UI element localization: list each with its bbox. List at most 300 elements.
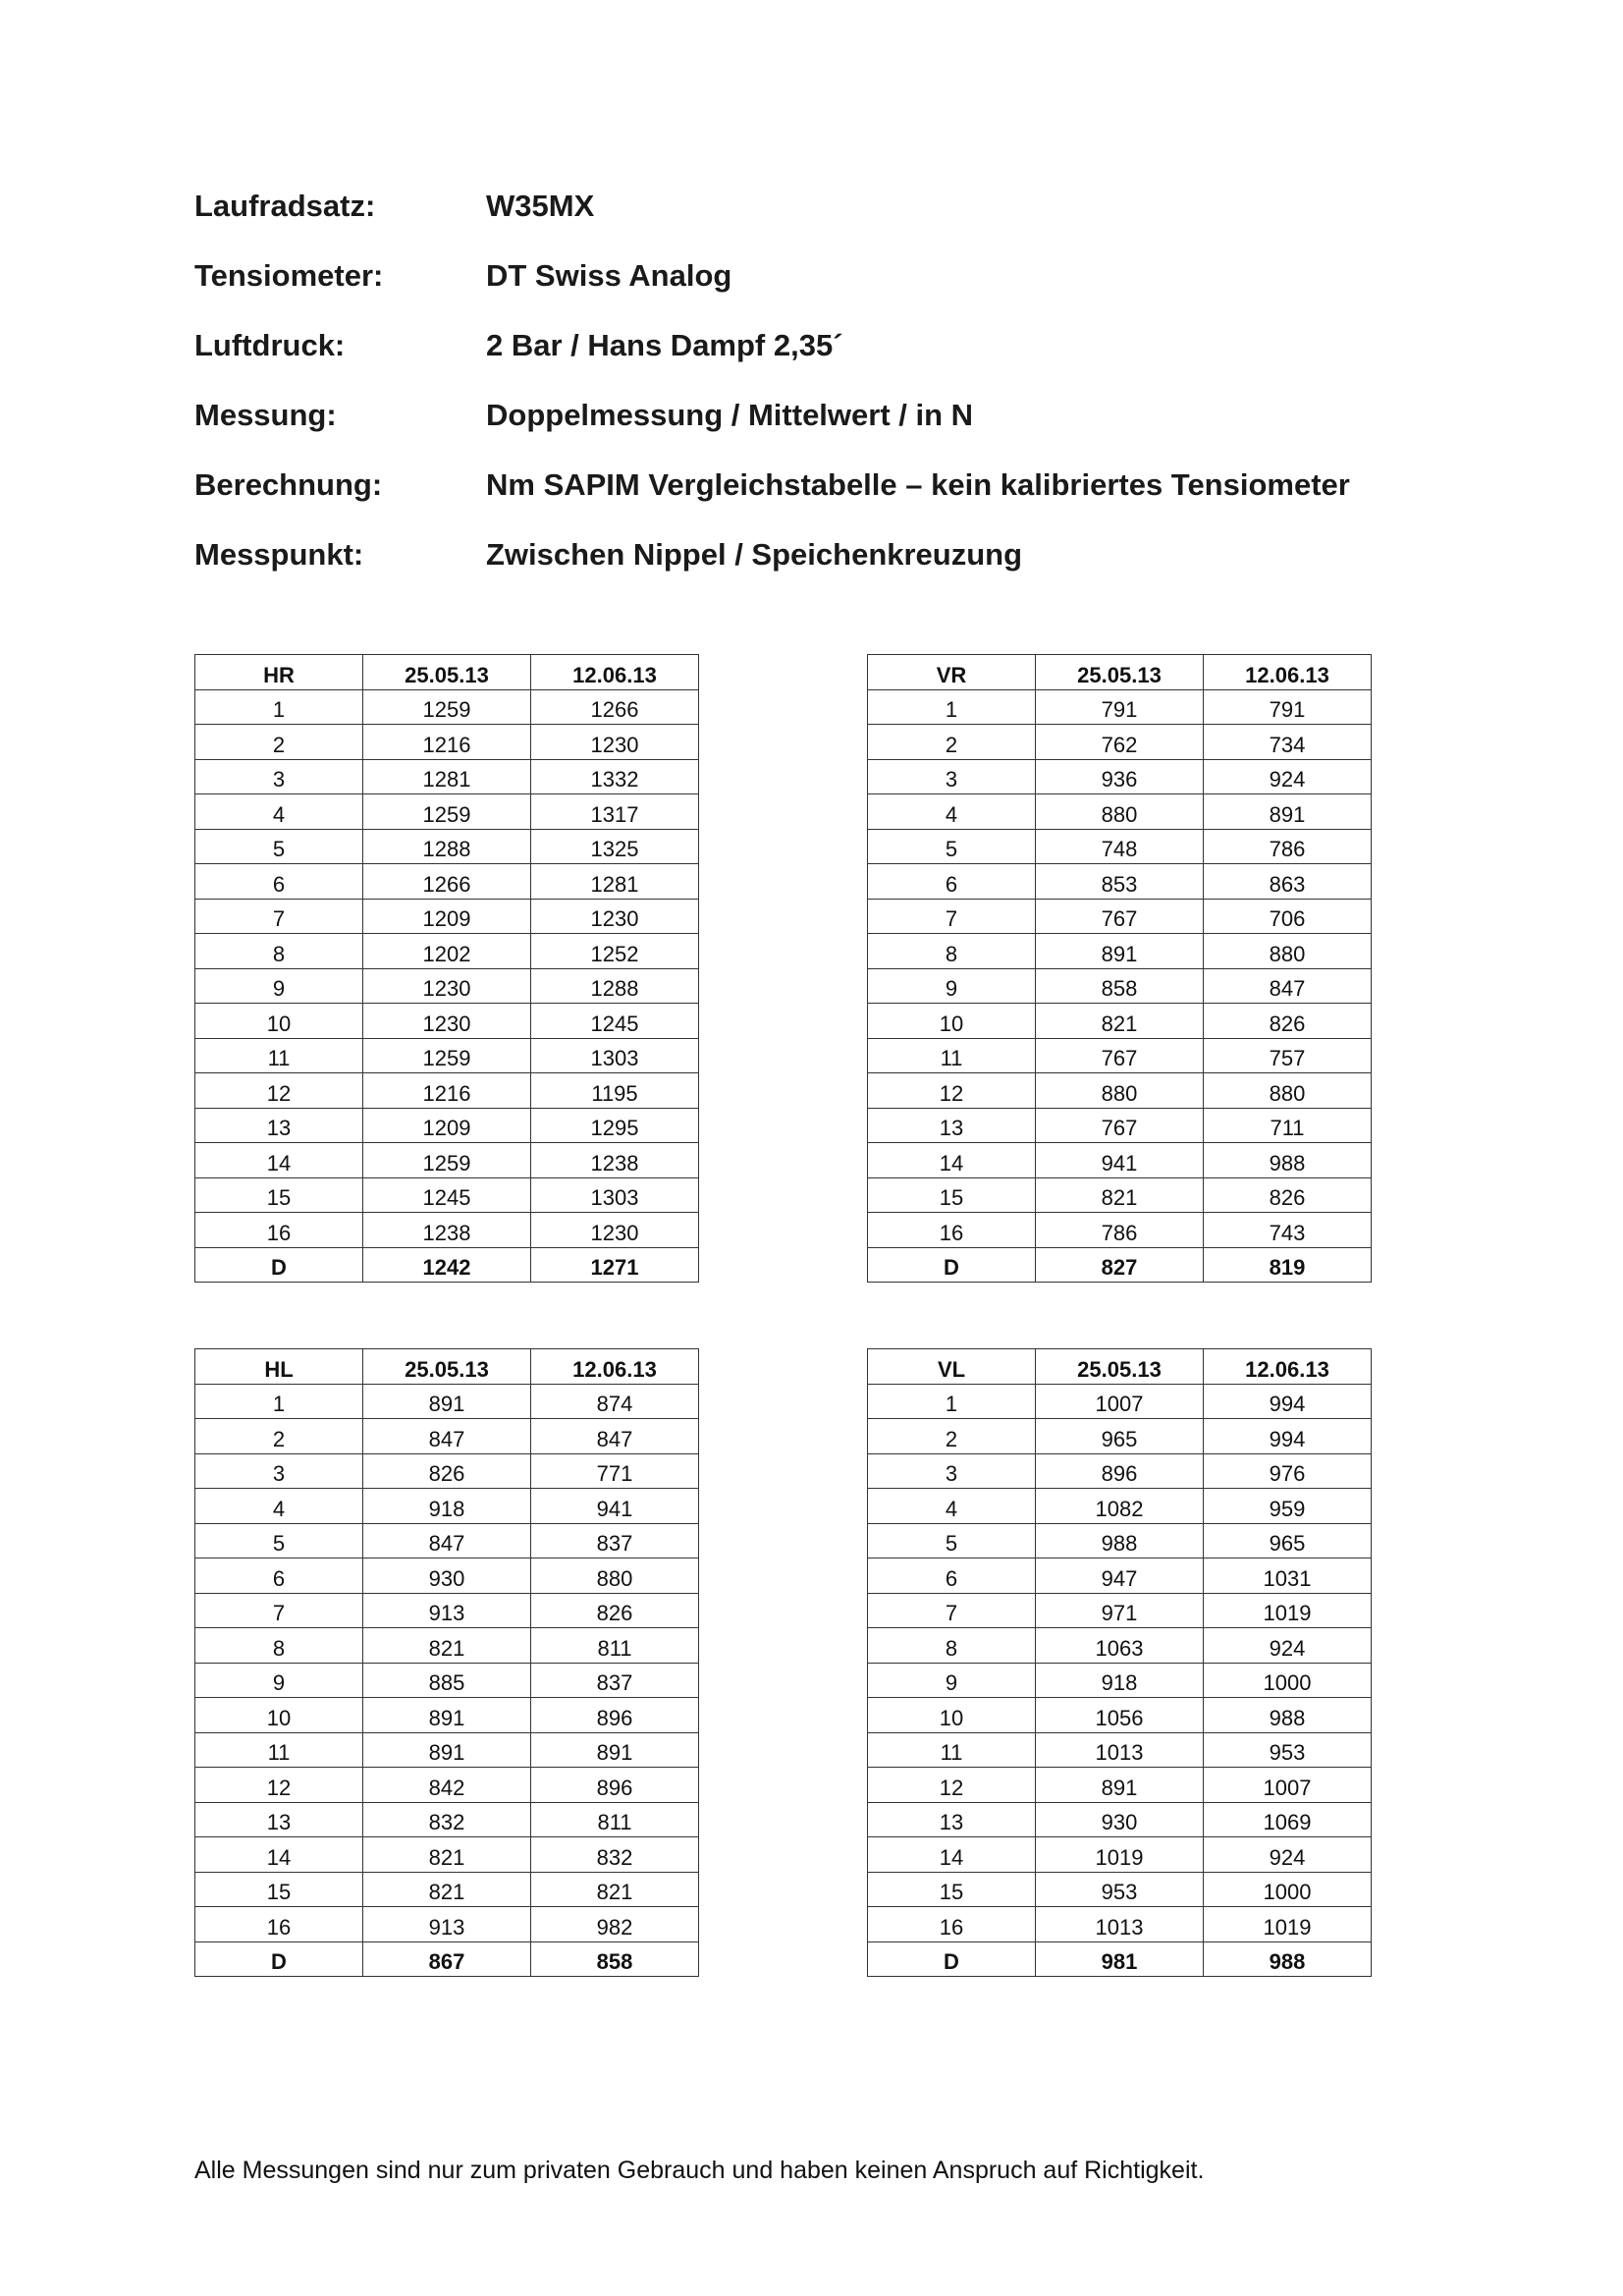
- table-cell: 891: [363, 1732, 531, 1768]
- table-row: [195, 1453, 699, 1489]
- table-cell: 988: [1204, 1698, 1372, 1733]
- table-cell: 1259: [363, 794, 531, 830]
- table-cell: 786: [1036, 1213, 1204, 1248]
- table-cell: 706: [1204, 899, 1372, 934]
- table-cell: 767: [1036, 1038, 1204, 1073]
- table-cell: 791: [1036, 689, 1204, 725]
- table-cell: 1000: [1204, 1872, 1372, 1907]
- average-cell: 858: [531, 1941, 699, 1977]
- table-cell: 16: [868, 1907, 1036, 1942]
- table-row: [868, 968, 1372, 1004]
- table-cell: 847: [531, 1419, 699, 1454]
- table-cell: 1013: [1036, 1732, 1204, 1768]
- table-cell: 3: [868, 1453, 1036, 1489]
- table-cell: 1209: [363, 899, 531, 934]
- table-cell: 9: [195, 1663, 363, 1698]
- table-cell: 853: [1036, 864, 1204, 900]
- table-row: [868, 864, 1372, 900]
- table-cell: 891: [363, 1384, 531, 1419]
- column-header: 12.06.13: [1204, 1349, 1372, 1385]
- average-cell: 981: [1036, 1941, 1204, 1977]
- average-cell: 1271: [531, 1247, 699, 1283]
- table-header-row: [195, 1349, 699, 1385]
- table-row: [868, 899, 1372, 934]
- table-cell: 6: [868, 864, 1036, 900]
- table-header-row: [868, 655, 1372, 690]
- table-cell: 913: [363, 1593, 531, 1628]
- table-cell: 1238: [531, 1143, 699, 1178]
- average-cell: D: [195, 1247, 363, 1283]
- table-row: [868, 1837, 1372, 1873]
- table-cell: 880: [1204, 934, 1372, 969]
- table-cell: 994: [1204, 1384, 1372, 1419]
- table-cell: 1303: [531, 1177, 699, 1213]
- table-cell: 826: [1204, 1177, 1372, 1213]
- table-cell: 1019: [1036, 1837, 1204, 1873]
- table-cell: 891: [363, 1698, 531, 1733]
- table-cell: 6: [868, 1558, 1036, 1594]
- info-value: Zwischen Nippel / Speichenkreuzung: [486, 537, 1023, 572]
- table-row: [868, 829, 1372, 864]
- table-cell: 880: [1036, 1073, 1204, 1109]
- table-cell: 947: [1036, 1558, 1204, 1594]
- table-cell: 988: [1204, 1143, 1372, 1178]
- table-row: [195, 934, 699, 969]
- table-cell: 821: [531, 1872, 699, 1907]
- table-row: [868, 725, 1372, 760]
- table-cell: 1266: [363, 864, 531, 900]
- table-row: [195, 1663, 699, 1698]
- table-row: [195, 1523, 699, 1558]
- table-cell: 1303: [531, 1038, 699, 1073]
- info-value: Doppelmessung / Mittelwert / in N: [486, 398, 974, 432]
- table-row: [195, 1108, 699, 1143]
- table-cell: 711: [1204, 1108, 1372, 1143]
- table-cell: 826: [363, 1453, 531, 1489]
- table-cell: 1295: [531, 1108, 699, 1143]
- table-cell: 15: [195, 1872, 363, 1907]
- table-cell: 826: [531, 1593, 699, 1628]
- table-cell: 821: [363, 1872, 531, 1907]
- info-label: Laufradsatz:: [194, 189, 376, 223]
- info-label: Berechnung:: [194, 467, 383, 502]
- table-cell: 11: [195, 1732, 363, 1768]
- table-cell: 7: [195, 1593, 363, 1628]
- table-row: [195, 1177, 699, 1213]
- table-row: [195, 759, 699, 794]
- table-cell: 12: [868, 1768, 1036, 1803]
- table-cell: 832: [363, 1802, 531, 1837]
- column-header: 25.05.13: [1036, 1349, 1204, 1385]
- table-row: [868, 1384, 1372, 1419]
- average-cell: D: [868, 1941, 1036, 1977]
- table-vl: [867, 1348, 1372, 1977]
- table-cell: 771: [531, 1453, 699, 1489]
- table-cell: 7: [868, 899, 1036, 934]
- table-cell: 762: [1036, 725, 1204, 760]
- footer-disclaimer: Alle Messungen sind nur zum privaten Gebrauch und haben keinen Anspruch auf Richtigkeit.: [194, 2157, 1205, 2184]
- table-cell: 10: [195, 1004, 363, 1039]
- table-cell: 8: [868, 934, 1036, 969]
- table-hl: [194, 1348, 699, 1977]
- table-cell: 13: [868, 1108, 1036, 1143]
- table-row: [195, 1698, 699, 1733]
- table-cell: 11: [195, 1038, 363, 1073]
- table-cell: 1063: [1036, 1628, 1204, 1664]
- table-cell: 14: [195, 1837, 363, 1873]
- table-cell: 1195: [531, 1073, 699, 1109]
- table-header-row: [868, 1349, 1372, 1385]
- table-row: [868, 1663, 1372, 1698]
- table-cell: 1202: [363, 934, 531, 969]
- table-cell: 988: [1036, 1523, 1204, 1558]
- average-row: [195, 1247, 699, 1283]
- table-cell: 10: [868, 1004, 1036, 1039]
- table-cell: 6: [195, 864, 363, 900]
- table-cell: 1069: [1204, 1802, 1372, 1837]
- table-cell: 1325: [531, 829, 699, 864]
- table-row: [195, 1872, 699, 1907]
- table-row: [868, 1768, 1372, 1803]
- table-cell: 953: [1036, 1872, 1204, 1907]
- table-cell: 12: [195, 1073, 363, 1109]
- table-cell: 11: [868, 1038, 1036, 1073]
- table-cell: 847: [363, 1419, 531, 1454]
- table-cell: 858: [1036, 968, 1204, 1004]
- table-row: [195, 1419, 699, 1454]
- table-row: [195, 725, 699, 760]
- table-row: [868, 1698, 1372, 1733]
- table-cell: 1317: [531, 794, 699, 830]
- table-cell: 1332: [531, 759, 699, 794]
- table-cell: 10: [195, 1698, 363, 1733]
- table-cell: 15: [868, 1177, 1036, 1213]
- table-row: [868, 1108, 1372, 1143]
- table-row: [868, 794, 1372, 830]
- table-cell: 837: [531, 1663, 699, 1698]
- table-row: [868, 1419, 1372, 1454]
- table-row: [195, 689, 699, 725]
- table-cell: 757: [1204, 1038, 1372, 1073]
- table-cell: 1288: [531, 968, 699, 1004]
- table-cell: 1082: [1036, 1489, 1204, 1524]
- column-header: 25.05.13: [1036, 655, 1204, 690]
- info-value: W35MX: [486, 189, 595, 223]
- table-cell: 1019: [1204, 1593, 1372, 1628]
- info-label: Tensiometer:: [194, 258, 384, 293]
- table-row: [195, 1004, 699, 1039]
- table-row: [195, 1802, 699, 1837]
- table-cell: 12: [868, 1073, 1036, 1109]
- column-header: HR: [195, 655, 363, 690]
- table-cell: 941: [1036, 1143, 1204, 1178]
- table-vr: [867, 654, 1372, 1283]
- table-row: [868, 1872, 1372, 1907]
- table-cell: 811: [531, 1802, 699, 1837]
- table-cell: 4: [868, 794, 1036, 830]
- column-header: 12.06.13: [1204, 655, 1372, 690]
- table-cell: 16: [195, 1213, 363, 1248]
- table-row: [195, 1489, 699, 1524]
- table-cell: 1281: [363, 759, 531, 794]
- table-row: [868, 759, 1372, 794]
- column-header: 25.05.13: [363, 1349, 531, 1385]
- table-cell: 2: [195, 1419, 363, 1454]
- table-row: [868, 1802, 1372, 1837]
- table-cell: 3: [868, 759, 1036, 794]
- table-cell: 767: [1036, 899, 1204, 934]
- table-cell: 7: [868, 1593, 1036, 1628]
- average-row: [195, 1941, 699, 1977]
- table-cell: 786: [1204, 829, 1372, 864]
- table-cell: 924: [1204, 1837, 1372, 1873]
- table-cell: 1216: [363, 1073, 531, 1109]
- table-cell: 953: [1204, 1732, 1372, 1768]
- column-header: VL: [868, 1349, 1036, 1385]
- table-cell: 5: [868, 829, 1036, 864]
- info-label: Messung:: [194, 398, 337, 432]
- table-cell: 880: [531, 1558, 699, 1594]
- table-cell: 1007: [1036, 1384, 1204, 1419]
- table-cell: 13: [195, 1108, 363, 1143]
- table-row: [868, 1489, 1372, 1524]
- table-row: [195, 864, 699, 900]
- table-cell: 965: [1204, 1523, 1372, 1558]
- table-header-row: [195, 655, 699, 690]
- average-cell: 988: [1204, 1941, 1372, 1977]
- table-cell: 994: [1204, 1419, 1372, 1454]
- column-header: 12.06.13: [531, 655, 699, 690]
- average-row: [868, 1941, 1372, 1977]
- table-cell: 5: [868, 1523, 1036, 1558]
- table-cell: 1216: [363, 725, 531, 760]
- table-cell: 8: [868, 1628, 1036, 1664]
- table-cell: 5: [195, 1523, 363, 1558]
- table-cell: 13: [868, 1802, 1036, 1837]
- table-cell: 1031: [1204, 1558, 1372, 1594]
- table-cell: 2: [868, 725, 1036, 760]
- table-cell: 4: [868, 1489, 1036, 1524]
- table-row: [195, 1907, 699, 1942]
- table-cell: 924: [1204, 759, 1372, 794]
- table-cell: 6: [195, 1558, 363, 1594]
- table-row: [868, 1213, 1372, 1248]
- column-header: 12.06.13: [531, 1349, 699, 1385]
- table-cell: 891: [1036, 934, 1204, 969]
- table-row: [868, 1143, 1372, 1178]
- table-cell: 14: [868, 1837, 1036, 1873]
- table-cell: 16: [868, 1213, 1036, 1248]
- table-cell: 885: [363, 1663, 531, 1698]
- table-cell: 930: [363, 1558, 531, 1594]
- table-cell: 847: [1204, 968, 1372, 1004]
- table-cell: 1: [868, 1384, 1036, 1419]
- table-cell: 1: [195, 689, 363, 725]
- table-cell: 1: [195, 1384, 363, 1419]
- table-cell: 16: [195, 1907, 363, 1942]
- table-row: [195, 1558, 699, 1594]
- table-cell: 1230: [531, 1213, 699, 1248]
- info-label: Messpunkt:: [194, 537, 364, 572]
- table-cell: 1230: [363, 968, 531, 1004]
- table-row: [868, 1732, 1372, 1768]
- table-row: [868, 1038, 1372, 1073]
- table-cell: 1230: [531, 899, 699, 934]
- table-cell: 971: [1036, 1593, 1204, 1628]
- table-cell: 7: [195, 899, 363, 934]
- table-cell: 15: [868, 1872, 1036, 1907]
- table-cell: 821: [363, 1628, 531, 1664]
- table-row: [868, 1453, 1372, 1489]
- table-row: [195, 1837, 699, 1873]
- table-cell: 11: [868, 1732, 1036, 1768]
- table-cell: 1238: [363, 1213, 531, 1248]
- table-cell: 4: [195, 1489, 363, 1524]
- table-cell: 1019: [1204, 1907, 1372, 1942]
- table-cell: 8: [195, 1628, 363, 1664]
- table-cell: 734: [1204, 725, 1372, 760]
- average-cell: 827: [1036, 1247, 1204, 1283]
- table-row: [868, 934, 1372, 969]
- table-cell: 743: [1204, 1213, 1372, 1248]
- table-cell: 811: [531, 1628, 699, 1664]
- table-row: [868, 1593, 1372, 1628]
- average-cell: D: [868, 1247, 1036, 1283]
- table-cell: 880: [1036, 794, 1204, 830]
- table-cell: 1245: [363, 1177, 531, 1213]
- table-cell: 821: [1036, 1004, 1204, 1039]
- table-cell: 965: [1036, 1419, 1204, 1454]
- table-cell: 748: [1036, 829, 1204, 864]
- table-cell: 1230: [531, 725, 699, 760]
- table-cell: 918: [1036, 1663, 1204, 1698]
- table-row: [868, 1004, 1372, 1039]
- info-label: Luftdruck:: [194, 328, 346, 362]
- table-cell: 821: [1036, 1177, 1204, 1213]
- table-cell: 891: [531, 1732, 699, 1768]
- table-cell: 8: [195, 934, 363, 969]
- table-cell: 936: [1036, 759, 1204, 794]
- table-cell: 959: [1204, 1489, 1372, 1524]
- table-cell: 1056: [1036, 1698, 1204, 1733]
- table-cell: 826: [1204, 1004, 1372, 1039]
- table-cell: 5: [195, 829, 363, 864]
- table-cell: 4: [195, 794, 363, 830]
- table-cell: 791: [1204, 689, 1372, 725]
- average-row: [868, 1247, 1372, 1283]
- table-row: [195, 829, 699, 864]
- table-row: [195, 1768, 699, 1803]
- table-cell: 1259: [363, 1038, 531, 1073]
- table-row: [195, 968, 699, 1004]
- info-value: DT Swiss Analog: [486, 258, 732, 293]
- table-cell: 1230: [363, 1004, 531, 1039]
- table-cell: 1281: [531, 864, 699, 900]
- table-cell: 12: [195, 1768, 363, 1803]
- table-cell: 767: [1036, 1108, 1204, 1143]
- table-cell: 982: [531, 1907, 699, 1942]
- table-cell: 1252: [531, 934, 699, 969]
- table-cell: 924: [1204, 1628, 1372, 1664]
- table-row: [195, 1384, 699, 1419]
- table-cell: 2: [195, 725, 363, 760]
- table-cell: 880: [1204, 1073, 1372, 1109]
- table-row: [868, 689, 1372, 725]
- table-cell: 9: [868, 968, 1036, 1004]
- table-row: [868, 1523, 1372, 1558]
- table-cell: 976: [1204, 1453, 1372, 1489]
- table-row: [195, 899, 699, 934]
- table-cell: 13: [195, 1802, 363, 1837]
- table-cell: 891: [1036, 1768, 1204, 1803]
- table-cell: 821: [363, 1837, 531, 1873]
- table-cell: 14: [195, 1143, 363, 1178]
- table-cell: 1013: [1036, 1907, 1204, 1942]
- table-row: [868, 1558, 1372, 1594]
- table-cell: 863: [1204, 864, 1372, 900]
- table-row: [868, 1628, 1372, 1664]
- table-cell: 891: [1204, 794, 1372, 830]
- table-cell: 1: [868, 689, 1036, 725]
- table-cell: 847: [363, 1523, 531, 1558]
- average-cell: D: [195, 1941, 363, 1977]
- table-cell: 1259: [363, 1143, 531, 1178]
- table-cell: 896: [1036, 1453, 1204, 1489]
- table-cell: 896: [531, 1768, 699, 1803]
- table-cell: 1209: [363, 1108, 531, 1143]
- table-cell: 930: [1036, 1802, 1204, 1837]
- table-cell: 918: [363, 1489, 531, 1524]
- average-cell: 819: [1204, 1247, 1372, 1283]
- table-cell: 1288: [363, 829, 531, 864]
- table-row: [868, 1907, 1372, 1942]
- table-row: [868, 1177, 1372, 1213]
- table-row: [195, 1143, 699, 1178]
- table-cell: 842: [363, 1768, 531, 1803]
- info-value: Nm SAPIM Vergleichstabelle – kein kalibriertes Tensiometer: [486, 467, 1350, 502]
- table-row: [195, 1593, 699, 1628]
- table-cell: 941: [531, 1489, 699, 1524]
- average-cell: 867: [363, 1941, 531, 1977]
- table-cell: 832: [531, 1837, 699, 1873]
- table-cell: 15: [195, 1177, 363, 1213]
- table-cell: 9: [195, 968, 363, 1004]
- table-hr: [194, 654, 699, 1283]
- table-cell: 1007: [1204, 1768, 1372, 1803]
- table-cell: 1000: [1204, 1663, 1372, 1698]
- table-cell: 874: [531, 1384, 699, 1419]
- table-row: [195, 1732, 699, 1768]
- table-cell: 1245: [531, 1004, 699, 1039]
- column-header: VR: [868, 655, 1036, 690]
- table-row: [195, 794, 699, 830]
- table-cell: 837: [531, 1523, 699, 1558]
- table-row: [195, 1213, 699, 1248]
- table-cell: 2: [868, 1419, 1036, 1454]
- table-cell: 10: [868, 1698, 1036, 1733]
- table-cell: 3: [195, 759, 363, 794]
- info-value: 2 Bar / Hans Dampf 2,35´: [486, 328, 843, 362]
- table-cell: 3: [195, 1453, 363, 1489]
- table-row: [195, 1073, 699, 1109]
- table-row: [195, 1038, 699, 1073]
- table-cell: 1266: [531, 689, 699, 725]
- table-cell: 9: [868, 1663, 1036, 1698]
- table-cell: 913: [363, 1907, 531, 1942]
- column-header: 25.05.13: [363, 655, 531, 690]
- table-cell: 14: [868, 1143, 1036, 1178]
- table-row: [195, 1628, 699, 1664]
